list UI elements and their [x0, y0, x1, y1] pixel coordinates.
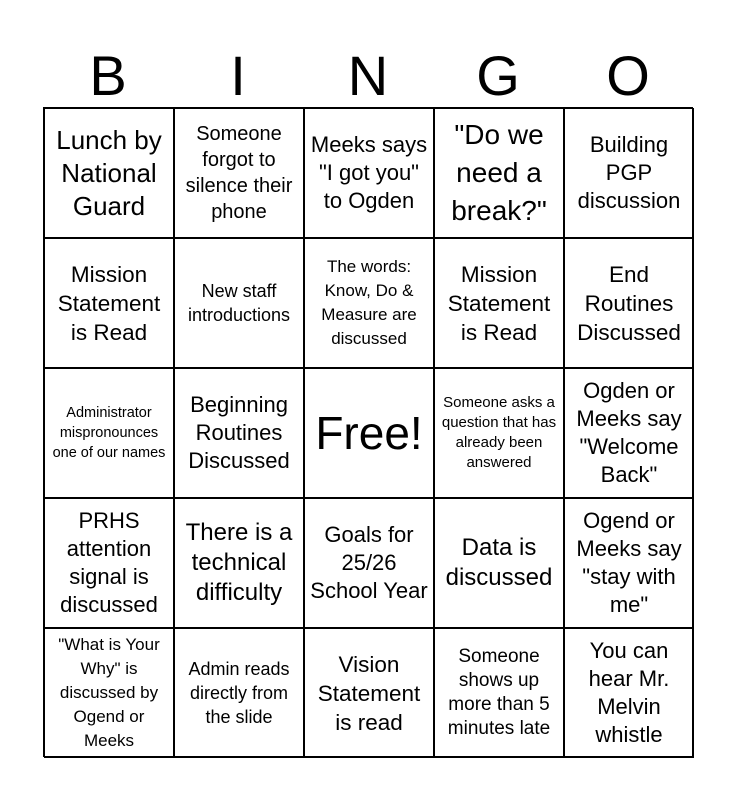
bingo-cell-r2c2[interactable] — [174, 238, 304, 368]
bingo-board — [43, 107, 693, 757]
cell-text: There is a technical difficulty — [185, 519, 293, 606]
bingo-cell-free[interactable] — [304, 368, 434, 498]
cell-text: You can hear Mr. Melvin whistle — [588, 638, 670, 747]
cell-text: Ogend or Meeks say "stay with me" — [576, 508, 682, 617]
bingo-cell-r4c3[interactable] — [304, 498, 434, 628]
cell-text: "Do we need a break?" — [451, 119, 547, 226]
bingo-cell-r5c1[interactable] — [44, 628, 174, 758]
bingo-cell-r4c2[interactable] — [174, 498, 304, 628]
bingo-cell-r4c1[interactable] — [44, 498, 174, 628]
bingo-header — [43, 44, 693, 108]
bingo-cell-r3c4[interactable] — [434, 368, 564, 498]
cell-text: Someone asks a question that has already been answered — [441, 394, 557, 471]
cell-text: "What is Your Why" is discussed by Ogend or Meeks — [58, 635, 160, 750]
bingo-cell-r1c1[interactable] — [44, 108, 174, 238]
header-letter-i: I — [230, 44, 246, 107]
bingo-cell-r5c3[interactable] — [304, 628, 434, 758]
bingo-cell-r5c2[interactable] — [174, 628, 304, 758]
bingo-cell-r2c3[interactable] — [304, 238, 434, 368]
header-letter-n: N — [347, 44, 389, 107]
bingo-cell-r2c1[interactable] — [44, 238, 174, 368]
cell-text: End Routines Discussed — [577, 261, 681, 345]
bingo-cell-r2c5[interactable] — [564, 238, 694, 368]
bingo-cell-r4c4[interactable] — [434, 498, 564, 628]
bingo-cell-r1c5[interactable] — [564, 108, 694, 238]
cell-text: Someone forgot to silence their phone — [185, 123, 293, 223]
cell-text: Ogden or Meeks say "Welcome Back" — [576, 378, 682, 487]
bingo-cell-r5c4[interactable] — [434, 628, 564, 758]
cell-text: Building PGP discussion — [577, 132, 681, 213]
cell-text: Data is discussed — [445, 534, 553, 591]
cell-text: PRHS attention signal is discussed — [60, 508, 158, 617]
bingo-cell-r4c5[interactable] — [564, 498, 694, 628]
header-letter-g: G — [476, 44, 520, 107]
bingo-cell-r3c1[interactable] — [44, 368, 174, 498]
cell-text: Mission Statement is Read — [447, 261, 551, 345]
cell-text: The words: Know, Do & Measure are discussed — [321, 257, 417, 348]
bingo-cell-r5c5[interactable] — [564, 628, 694, 758]
header-letter-b: B — [89, 44, 127, 107]
cell-text: Mission Statement is Read — [57, 261, 161, 345]
cell-text: Administrator mispronounces one of our names — [52, 405, 166, 461]
cell-text: Lunch by National Guard — [56, 124, 162, 221]
bingo-cell-r2c4[interactable] — [434, 238, 564, 368]
cell-text: Beginning Routines Discussed — [188, 392, 290, 473]
cell-text: New staff introductions — [187, 281, 291, 325]
cell-text: Vision Statement is read — [317, 651, 421, 735]
cell-text: Admin reads directly from the slide — [188, 659, 290, 727]
header-letter-o: O — [606, 44, 650, 107]
cell-text: Free! — [315, 407, 423, 459]
bingo-cell-r3c5[interactable] — [564, 368, 694, 498]
bingo-cell-r1c2[interactable] — [174, 108, 304, 238]
bingo-cell-r1c3[interactable] — [304, 108, 434, 238]
bingo-cell-r1c4[interactable] — [434, 108, 564, 238]
cell-text: Goals for 25/26 School Year — [310, 522, 428, 603]
bingo-cell-r3c2[interactable] — [174, 368, 304, 498]
cell-text: Meeks says "I got you" to Ogden — [310, 132, 428, 213]
cell-text: Someone shows up more than 5 minutes late — [447, 646, 551, 739]
